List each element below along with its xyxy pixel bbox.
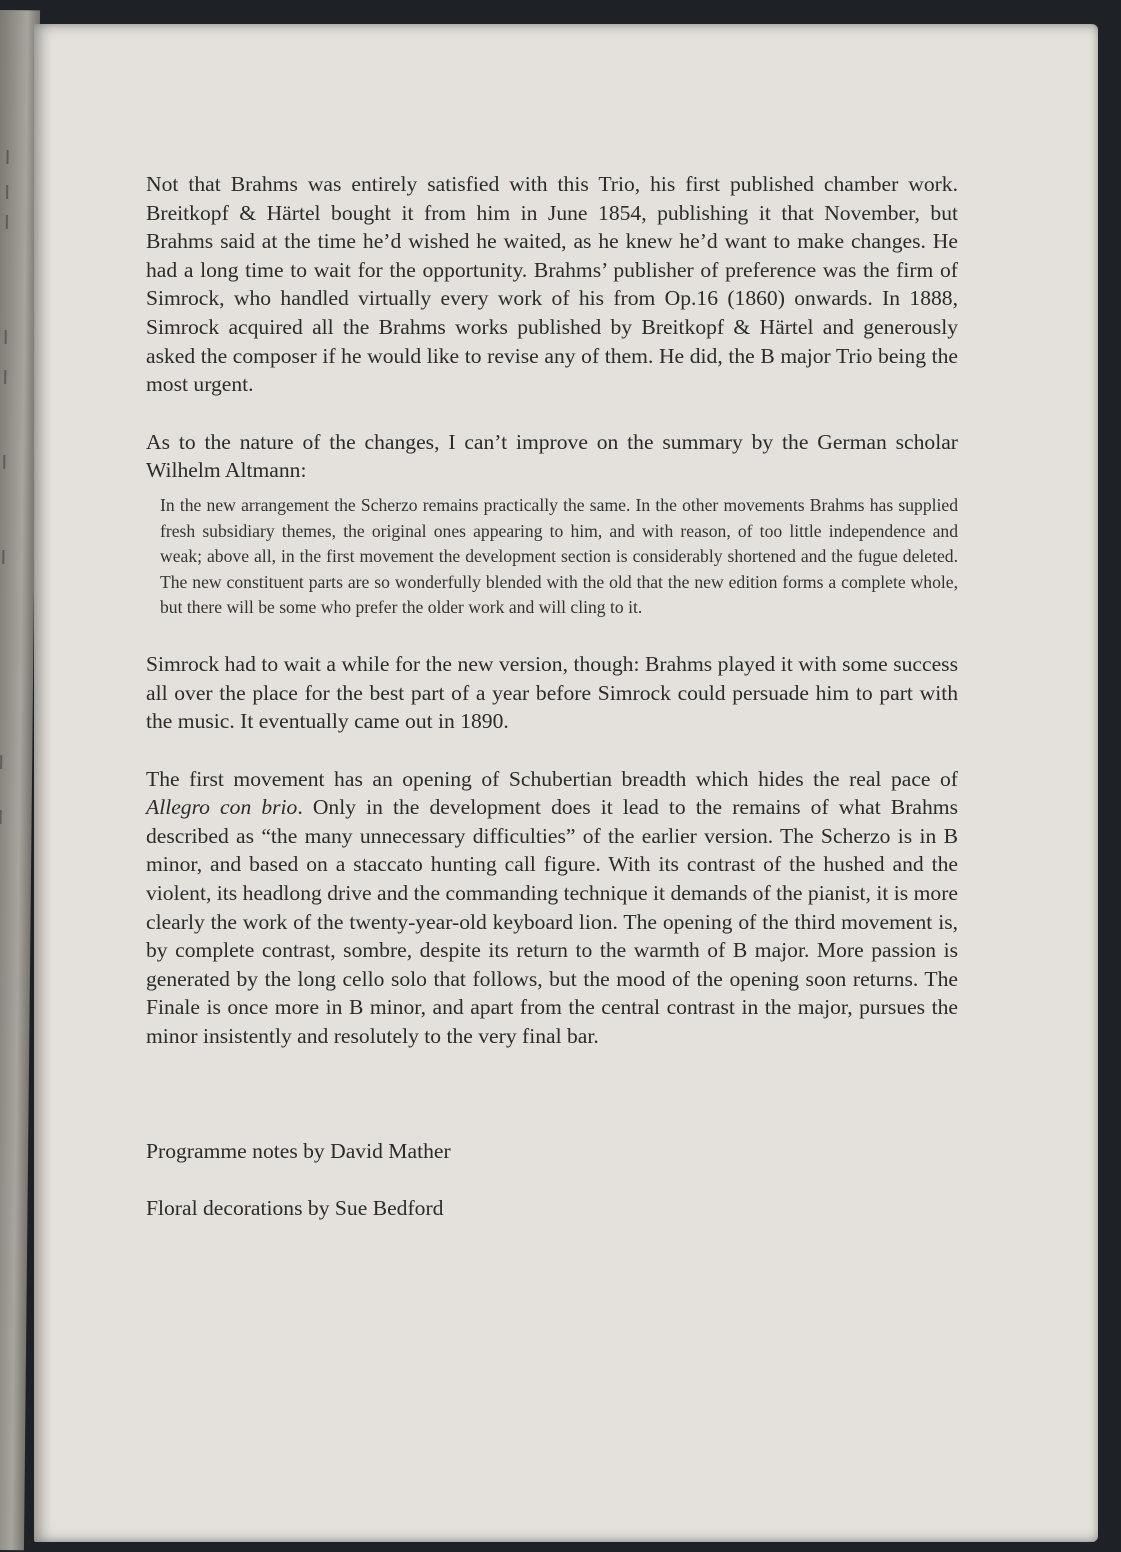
floral-decorations-credit: Floral decorations by Sue Bedford <box>146 1196 444 1221</box>
page-body <box>146 170 958 1223</box>
facing-page-mark <box>6 185 18 199</box>
programme-notes-credit: Programme notes by David Mather <box>146 1138 451 1163</box>
altmann-quotation: In the new arrangement the Scherzo remains practically the same. In the other movements Brahms has supplied fresh subsidiary themes, the original ones appearing to him, and with reason, of too little independence and weak; above all, in the first movement the development section is considerably shortened and the fugue deleted. The new constituent parts are so wonderfully blended with the old that the new edition forms a complete whole, but there will be some who prefer the older work and will cling to it. <box>160 494 958 618</box>
paragraph-simrock-wait: Simrock had to wait a while for the new version, though: Brahms played it with some success all over the place for the best part of a year before Simrock could persuade him to part with the music. It eventually came out in 1890. <box>146 651 958 734</box>
facing-page-mark <box>0 810 12 824</box>
movements-text-rest: . Only in the development does it lead to the remains of what Brahms described as “the many unnecessary difficulties” of the earlier version. The Scherzo is in B minor, and based on a staccato hunting call figure. With its contrast of the hushed and the violent, its headlong drive and the commanding technique it demands of the pianist, it is more clearly the work of the twenty-year-old keyboard lion. The opening of the third movement is, by complete contrast, sombre, despite its return to the warmth of B major. More passion is generated by the long cello solo that follows, but the mood of the opening soon returns. The Finale is once more in B minor, and apart from the central contrast in the major, pursues the minor insistently and resolutely to the very final bar. <box>146 795 958 1049</box>
facing-page-mark <box>6 215 18 229</box>
paragraph-movements <box>146 765 958 1051</box>
facing-page-mark <box>4 370 16 384</box>
facing-page-mark <box>0 755 12 769</box>
facing-page-mark <box>5 330 17 344</box>
paragraph-revision-history: Not that Brahms was entirely satisfied with this Trio, his first published chamber work. Breitkopf & Härtel bought it from him in June 1854, publishing it that November, but Brahms said at the time he’d wished he waited, as he knew he’d want to make changes. He had a long time to wait for the opportunity. Brahms’ publisher of preference was the firm of Simrock, who handled virtually every work of his from Op.16 (1860) onwards. In 1888, Simrock acquired all the Brahms works published by Breitkopf & Härtel and generously asked the composer if he would like to revise any of them. He did, the B major Trio being the most urgent. <box>146 172 958 397</box>
paragraph-altmann-intro: As to the nature of the changes, I can’t improve on the summary by the German scholar Wilhelm Altmann: <box>146 429 958 483</box>
facing-page-mark <box>6 150 18 164</box>
document-page <box>34 24 1098 1542</box>
facing-page-mark <box>3 455 15 469</box>
tempo-marking: Allegro con brio <box>146 795 298 820</box>
movements-text-start: The first movement has an opening of Schubertian breadth which hides the real pace of <box>146 766 958 791</box>
facing-page-mark <box>2 550 14 564</box>
